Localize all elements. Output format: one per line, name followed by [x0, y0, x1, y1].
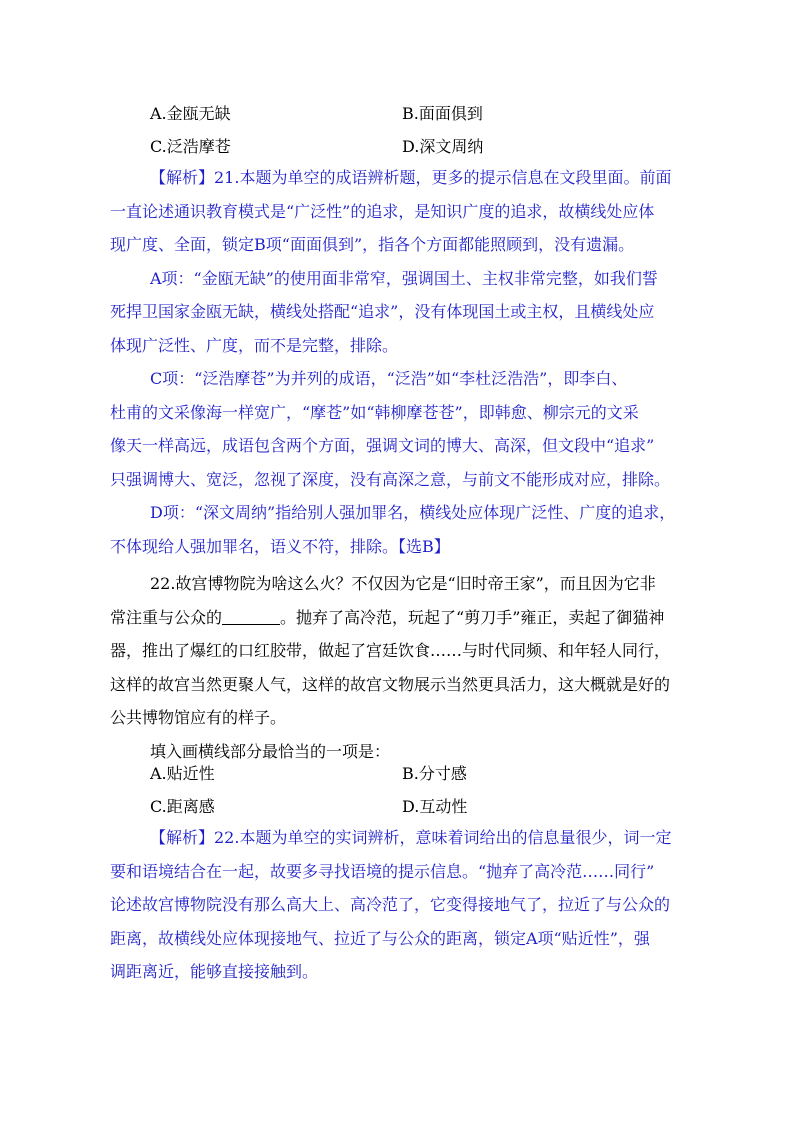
q22-options-row-2	[150, 796, 710, 818]
q21-option-c: C.泛浩摩苍	[150, 137, 231, 156]
q21-c-item-line: 杜甫的文采像海一样宽广，“摩苍”如“韩柳摩苍苍”，即韩愈、柳宗元的文采	[110, 402, 639, 422]
q22-option-c: C.距离感	[150, 797, 215, 816]
q21-d-item-line: 不体现给人强加罪名，语义不符，排除。【选B】	[110, 536, 450, 556]
q22-stem-after-blank: 。抛弃了高冷范，玩起了“剪刀手”雍正，卖起了御猫神	[280, 607, 665, 627]
q22-stem-line: 器，推出了爆红的口红胶带，做起了宫廷饮食……与时代同频、和年轻人同行，	[110, 641, 671, 660]
q21-options-row-1	[150, 103, 710, 125]
q22-options-row-1	[150, 763, 710, 785]
q21-option-a: A.金瓯无缺	[150, 104, 231, 123]
q22-stem-line: 22.故宫博物院为啥这么火？不仅因为它是“旧时帝王家”，而且因为它非	[150, 574, 656, 593]
q21-analysis-line: 现广度、全面，锁定B项“面面俱到”，指各个方面都能照顾到，没有遗漏。	[110, 235, 635, 254]
q22-analysis-line: 要和语境结合在一起，故要多寻找语境的提示信息。“抛弃了高冷范……同行”	[110, 861, 655, 881]
q21-c-item-line: 像天一样高远，成语包含两个方面，强调文词的博大、高深，但文段中“追求”	[110, 436, 655, 455]
q21-options-row-2	[150, 136, 710, 158]
q21-analysis-line: 【解析】21.本题为单空的成语辨析题，更多的提示信息在文段里面。前面	[150, 168, 672, 187]
q21-analysis	[110, 161, 692, 563]
answer-blank	[222, 608, 280, 625]
q22-option-d: D.互动性	[402, 797, 468, 816]
q21-option-b: B.面面俱到	[402, 104, 483, 123]
q22-analysis-line: 调距离近，能够直接接触到。	[110, 962, 319, 981]
q22-stem	[110, 567, 692, 768]
q22-analysis-line: 论述故宫博物院没有那么高大上、高冷范了，它变得接地气了，拉近了与公众的	[110, 895, 671, 914]
q21-c-item-line: C项：“泛浩摩苍”为并列的成语，“泛浩”如“李杜泛浩浩”，即李白、	[150, 369, 628, 388]
q21-d-item-line: D项：“深文周纳”指给别人强加罪名，横线处应体现广泛性、广度的追求，	[150, 503, 676, 522]
q22-option-a: A.贴近性	[150, 764, 215, 783]
q21-a-item-line: 体现广泛性、广度，而不是完整，排除。	[110, 335, 399, 355]
q22-option-b: B.分寸感	[402, 764, 467, 783]
q22-stem-line: 公共博物馆应有的样子。	[110, 708, 287, 727]
q21-c-item-line: 只强调博大、宽泛，忽视了深度，没有高深之意，与前文不能形成对应，排除。	[110, 469, 671, 489]
q21-analysis-line: 一直论述通识教育模式是“广泛性”的追求，是知识广度的追求，故横线处应体	[110, 201, 655, 221]
q21-option-d: D.深文周纳	[402, 137, 484, 156]
q22-stem-line: 这样的故宫当然更聚人气，这样的故宫文物展示当然更具活力，这大概就是好的	[110, 674, 671, 694]
q22-analysis-line: 距离，故横线处应体现接地气、拉近了与公众的距离，锁定A项“贴近性”，强	[110, 928, 650, 948]
q22-analysis	[110, 821, 692, 989]
q22-analysis-line: 【解析】22.本题为单空的实词辨析，意味着词给出的信息量很少，词一定	[150, 828, 672, 847]
q22-prompt: 填入画横线部分最恰当的一项是：	[150, 741, 391, 761]
q22-stem-line-2	[110, 601, 692, 635]
q22-stem-before-blank: 常注重与公众的	[110, 607, 223, 627]
q21-a-item-line: 死捍卫国家金瓯无缺，横线处搭配“追求”，没有体现国土或主权，且横线处应	[110, 302, 655, 321]
q21-a-item-line: A项：“金瓯无缺”的使用面非常窄，强调国土、主权非常完整，如我们誓	[150, 268, 658, 288]
